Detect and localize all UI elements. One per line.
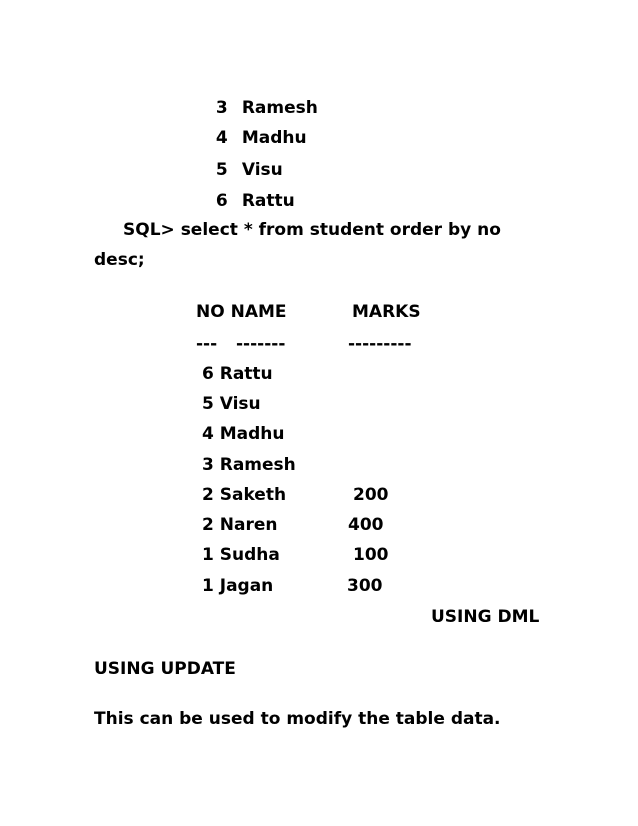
table-row: 2 Naren bbox=[202, 515, 278, 535]
sql-query-line-2: desc; bbox=[94, 250, 145, 270]
result-header-marks: MARKS bbox=[352, 302, 421, 322]
list-item-name: Rattu bbox=[241, 191, 295, 211]
list-item-name: Visu bbox=[241, 160, 283, 180]
table-row: 6 Rattu bbox=[202, 364, 273, 384]
table-row: 4 Madhu bbox=[202, 424, 285, 444]
list-item bbox=[204, 168, 295, 212]
result-header-no-name: NO NAME bbox=[196, 302, 287, 322]
table-row: 2 Saketh bbox=[202, 485, 287, 505]
list-item-number: 4 bbox=[215, 128, 228, 148]
list-item-name: Ramesh bbox=[241, 98, 318, 118]
list-item-number: 6 bbox=[215, 191, 228, 211]
subsection-title: USING UPDATE bbox=[94, 659, 236, 679]
table-cell-marks: 100 bbox=[353, 545, 389, 565]
table-cell-marks: 300 bbox=[347, 576, 383, 596]
table-row: 1 Jagan bbox=[202, 576, 274, 596]
list-item-number: 5 bbox=[215, 160, 228, 180]
table-cell-marks: 400 bbox=[348, 515, 384, 535]
body-paragraph: This can be used to modify the table data. bbox=[94, 709, 501, 729]
list-item-number: 3 bbox=[215, 98, 228, 118]
separator-no: --- bbox=[196, 334, 218, 354]
table-row: 1 Sudha bbox=[202, 545, 280, 565]
table-cell-marks: 200 bbox=[353, 485, 389, 505]
section-title: USING DML bbox=[431, 607, 540, 627]
list-item-name: Madhu bbox=[241, 128, 307, 148]
table-row: 3 Ramesh bbox=[202, 455, 296, 475]
table-row: 5 Visu bbox=[202, 394, 261, 414]
separator-name: ------- bbox=[236, 334, 286, 354]
sql-query-line-1: SQL> select * from student order by no bbox=[123, 220, 501, 240]
separator-marks: --------- bbox=[348, 334, 412, 354]
